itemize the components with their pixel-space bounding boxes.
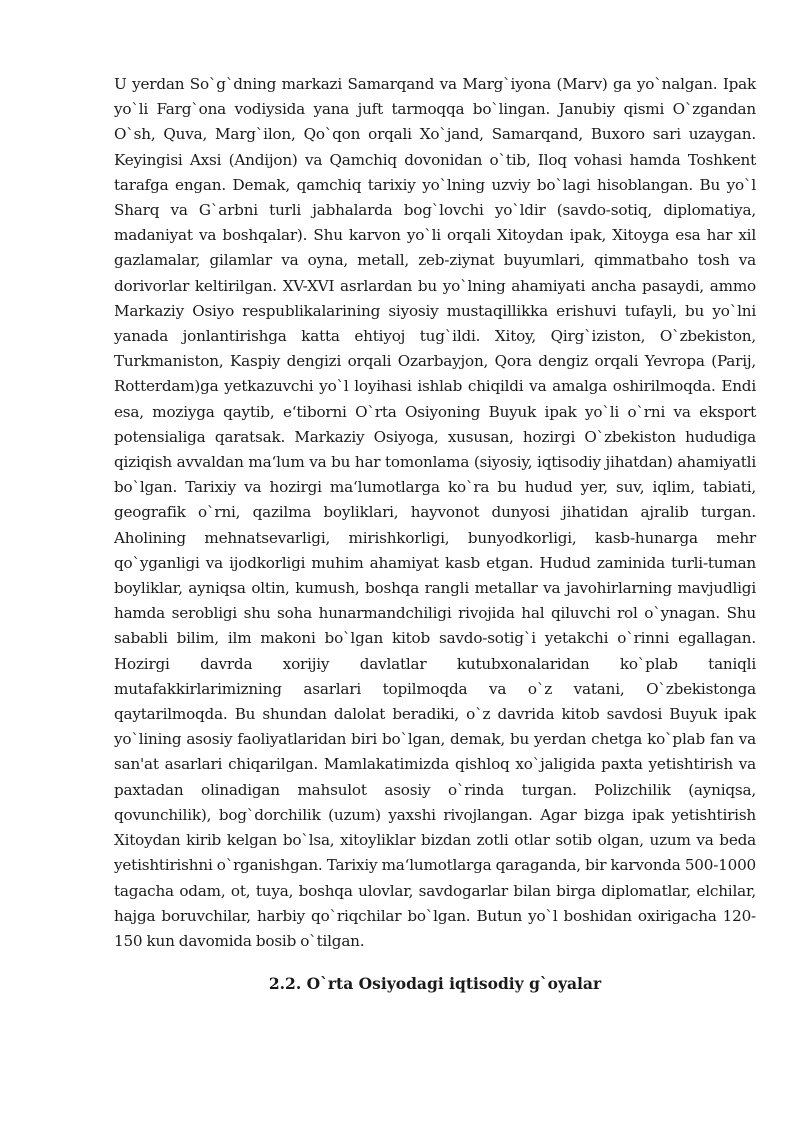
section-heading: 2.2. O`rta Osiyodagi iqtisodiy g`oyalar xyxy=(268,974,602,994)
document-page xyxy=(114,72,756,996)
body-paragraph: U yerdan So`g`dning markazi Samarqand va Marg`iyona (Marv) ga yo`nalgan. Ipak yo`li Farg`ona vodiysida yana juft tarmoqqa bo`lingan. Janubiy qismi O`zgandan O`sh, Quva, Marg`ilon, Qo`qon orqali Xo`jand, Samarqand, Buxoro sari uzaygan. Keyingisi Axsi (Andijon) va Qamchiq dovonidan o`tib, Iloq vohasi hamda Toshkent tarafga engan. Demak, qamchiq tarixiy yo`lning uzviy bo`lagi hisoblangan. Bu yo`l Sharq va G`arbni turli jabhalarda bog`lovchi yo`ldir (savdo-sotiq, diplomatiya, madaniyat va boshqalar). Shu karvon yo`li orqali Xitoydan ipak, Xitoyga esa har xil gazlamalar, gilamlar va oyna, metall, zeb-ziynat buyumlari, qimmatbaho tosh va dorivorlar keltirilgan. XV-XVI asrlardan bu yo`lning ahamiyati ancha pasaydi, ammo Markaziy Osiyo respublikalarining siyosiy mustaqillikka erishuvi tufayli, bu yo`lni yanada jonlantirishga katta ehtiyoj tug`ildi. Xitoy, Qirg`iziston, O`zbekiston, Turkmaniston, Kaspiy dengizi orqali Ozarbayjon, Qora dengiz orqali Yevropa (Parij, Rotterdam)ga yetkazuvchi yo`l loyihasi ishlab chiqildi va amalga oshirilmoqda. Endi esa, moziyga qaytib, e‘tiborni O`rta Osiyoning Buyuk ipak yo`li o`rni va eksport potensialiga qaratsak. Markaziy Osiyoga, xususan, hozirgi O`zbekiston hududiga qiziqish avvaldan ma‘lum va bu har tomonlama (siyosiy, iqtisodiy jihatdan) ahamiyatli bo`lgan. Tarixiy va hozirgi ma‘lumotlarga ko`ra bu hudud yer, suv, iqlim, tabiati, geografik o`rni, qazilma boyliklari, hayvonot dunyosi jihatidan ajralib turgan. Aholining mehnatsevarligi, mirishkorligi, bunyodkorligi, kasb-hunarga mehr qo`yganligi va ijodkorligi muhim ahamiyat kasb etgan. Hudud zaminida turli-tuman boyliklar, ayniqsa oltin, kumush, boshqa rangli metallar va javohirlarning mavjudligi hamda serobligi shu soha hunarmandchiligi rivojida hal qiluvchi rol o`ynagan. Shu sababli bilim, ilm makoni bo`lgan kitob savdo-sotig`i yetakchi o`rinni egallagan. Hozirgi davrda xorijiy davlatlar kutubxonalaridan ko`plab taniqli mutafakkirlarimizning asarlari topilmoqda va o`z vatani, O`zbekistonga qaytarilmoqda. Bu shundan dalolat beradiki, o`z davrida kitob savdosi Buyuk ipak yo`lining asosiy faoliyatlaridan biri bo`lgan, demak, bu yerdan chetga ko`plab fan va san'at asarlari chiqarilgan. Mamlakatimizda qishloq xo`jaligida paxta yetishtirish va paxtadan olinadigan mahsulot asosiy o`rinda turgan. Polizchilik (ayniqsa, qovunchilik), bog`dorchilik (uzum) yaxshi rivojlangan. Agar bizga ipak yetishtirish Xitoydan kirib kelgan bo`lsa, xitoyliklar bizdan zotli otlar sotib olgan, uzum va beda yetishtirishni o`rganishgan. Tarixiy ma‘lumotlarga qaraganda, bir karvonda 500-1000 tagacha odam, ot, tuya, boshqa ulovlar, savdogarlar bilan birga diplomatlar, elchilar, hajga boruvchilar, harbiy qo`riqchilar bo`lgan. Butun yo`l boshidan oxirigacha 120-150 kun davomida bosib o`tilgan. xyxy=(114,75,756,950)
